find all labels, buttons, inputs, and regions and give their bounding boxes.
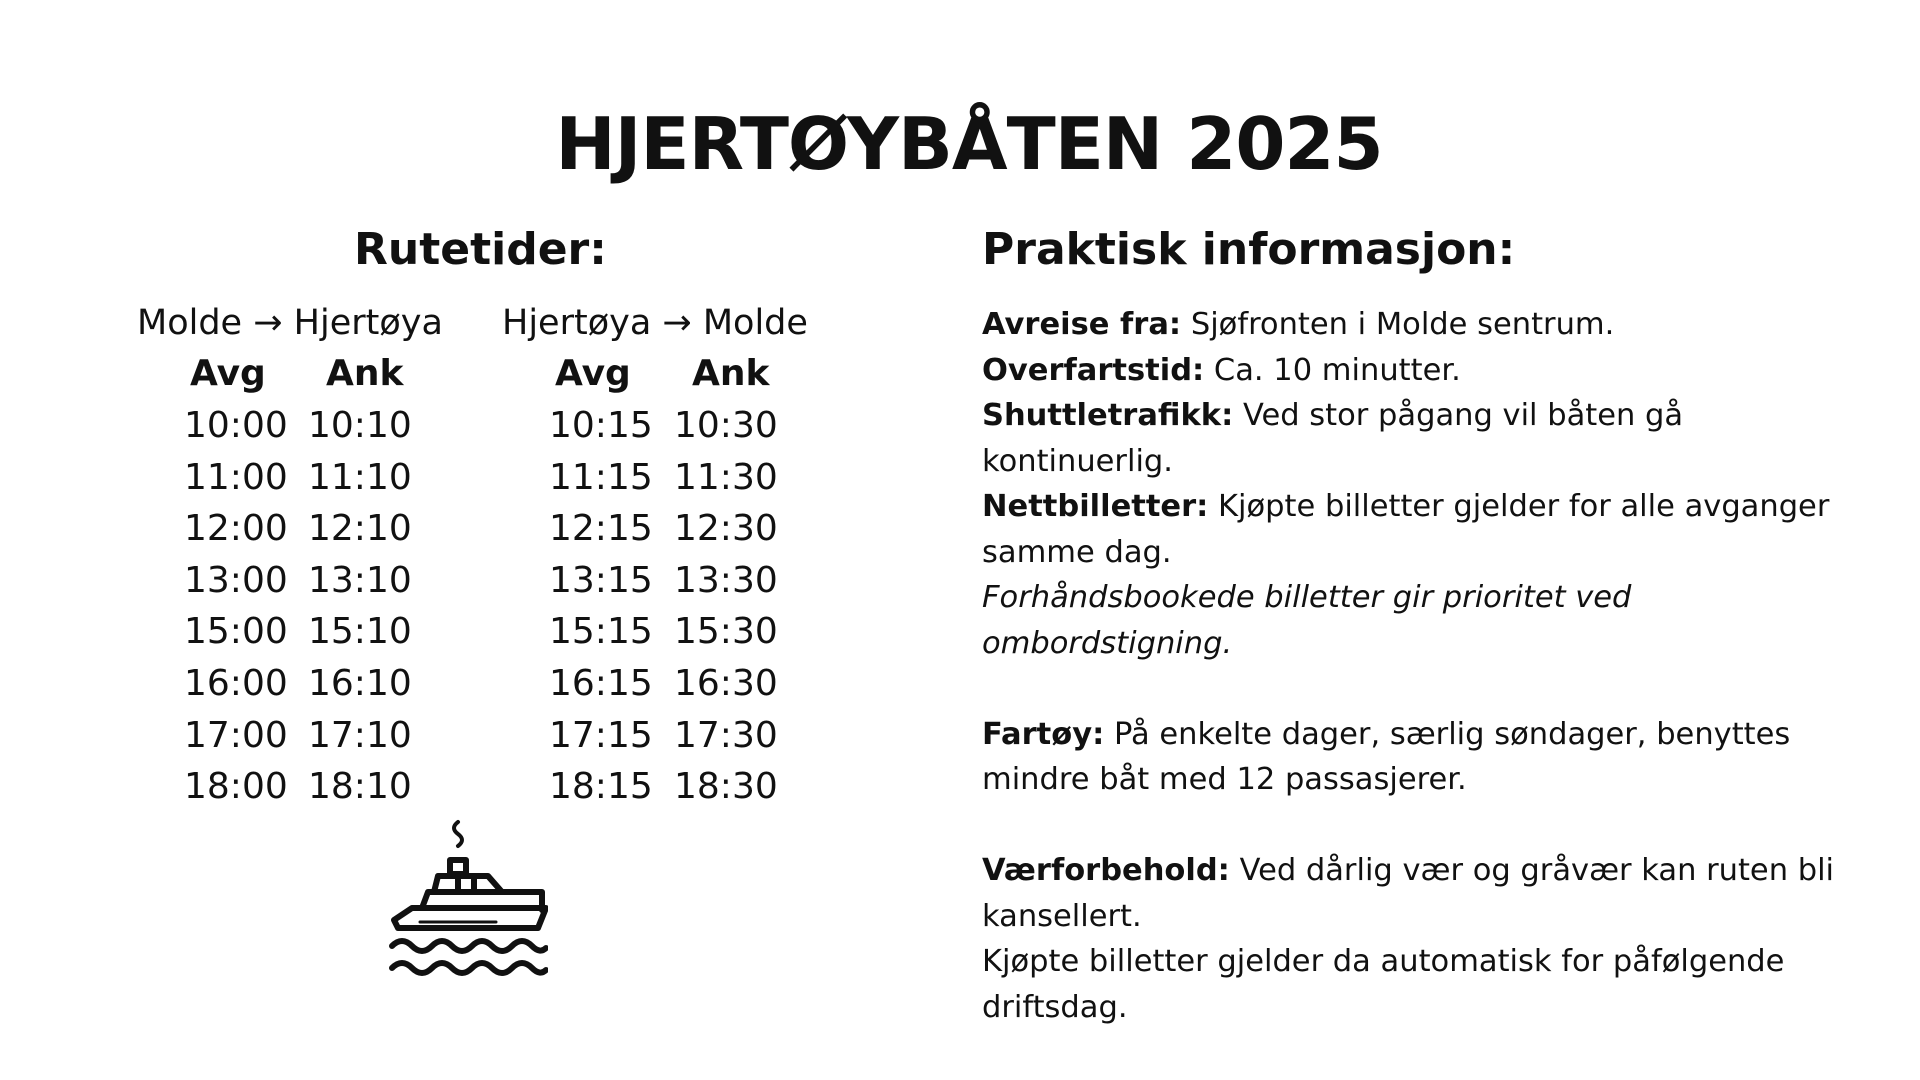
departure-time: 12:15 [549,508,653,550]
info-vaerforbehold [982,848,1862,939]
departure-time: 15:15 [549,611,653,653]
departure-time: 18:15 [549,766,653,808]
departure-time: 16:00 [184,663,288,704]
info-label: Avreise fra: [982,307,1182,342]
departure-time: 17:00 [184,714,288,756]
departure-time: 10:00 [184,405,288,446]
page-title: HJERTØYBÅTEN 2025 [555,102,1383,186]
column-header-ank: Ank [326,353,404,394]
info-text: Sjøfronten i Molde sentrum. [1181,307,1615,342]
practical-info [982,302,1862,1030]
departure-time: 15:00 [184,611,288,653]
arrival-time: 10:30 [674,405,778,446]
info-text: På enkelte dager, særlig søndager, benyttes mindre båt med 12 passasjerer. [982,716,1791,797]
info-text: Kjøpte billetter gjelder da automatisk for påfølgende driftsdag. [982,944,1785,1025]
arrival-time: 12:10 [308,508,412,550]
arrival-time: 12:30 [674,508,778,550]
arrival-time: 17:10 [308,714,412,756]
info-shuttletrafikk [982,393,1862,484]
arrival-time: 18:30 [674,766,778,808]
arrival-time: 17:30 [674,714,778,756]
column-header-ank: Ank [692,353,770,394]
info-text: Forhåndsbookede billetter gir prioritet ved ombordstigning. [982,580,1632,661]
info-text: Kjøpte billetter gjelder for alle avganger samme dag. [982,489,1830,570]
departure-time: 17:15 [549,714,653,756]
arrival-time: 13:10 [308,559,412,601]
info-fartoy [982,712,1862,803]
departure-time: 11:15 [549,456,653,498]
arrival-time: 16:10 [308,663,412,704]
departure-time: 16:15 [549,663,653,704]
departure-time: 11:00 [184,456,288,498]
ferry-icon [388,818,548,978]
info-label: Fartøy: [982,716,1105,752]
arrival-time: 15:30 [674,611,778,653]
arrival-time: 18:10 [308,766,412,808]
arrival-time: 10:10 [308,405,412,446]
arrival-time: 16:30 [674,663,778,704]
arrival-time: 15:10 [308,611,412,653]
departure-time: 13:15 [549,559,653,601]
arrival-time: 11:10 [308,456,412,498]
departure-time: 18:00 [184,766,288,808]
info-label: Værforbehold: [982,853,1230,888]
info-avreise [982,302,1862,348]
info-heading: Praktisk informasjon: [982,224,1516,275]
info-label: Nettbilletter: [982,489,1209,524]
column-header-avg: Avg [190,353,266,394]
info-overfartstid [982,348,1862,394]
departure-time: 12:00 [184,508,288,550]
arrival-time: 13:30 [674,559,778,601]
info-label: Shuttletrafikk: [982,398,1234,433]
info-nettbilletter [982,484,1862,575]
arrival-time: 11:30 [674,456,778,498]
departure-time: 13:00 [184,559,288,601]
info-text: Ved stor pågang vil båten gå kontinuerlig. [982,398,1684,479]
departure-time: 10:15 [549,405,653,446]
info-text: Ca. 10 minutter. [1204,352,1461,388]
info-driftsdag [982,939,1862,1030]
info-text: Ved dårlig vær og gråvær kan ruten bli kansellert. [982,853,1835,934]
schedule-heading: Rutetider: [354,224,607,275]
column-header-avg: Avg [555,353,631,394]
route-direction-molde-hjertoya: Molde → Hjertøya [137,303,443,343]
info-label: Overfartstid: [982,352,1205,388]
info-prioritet [982,575,1862,666]
route-direction-hjertoya-molde: Hjertøya → Molde [502,303,808,343]
